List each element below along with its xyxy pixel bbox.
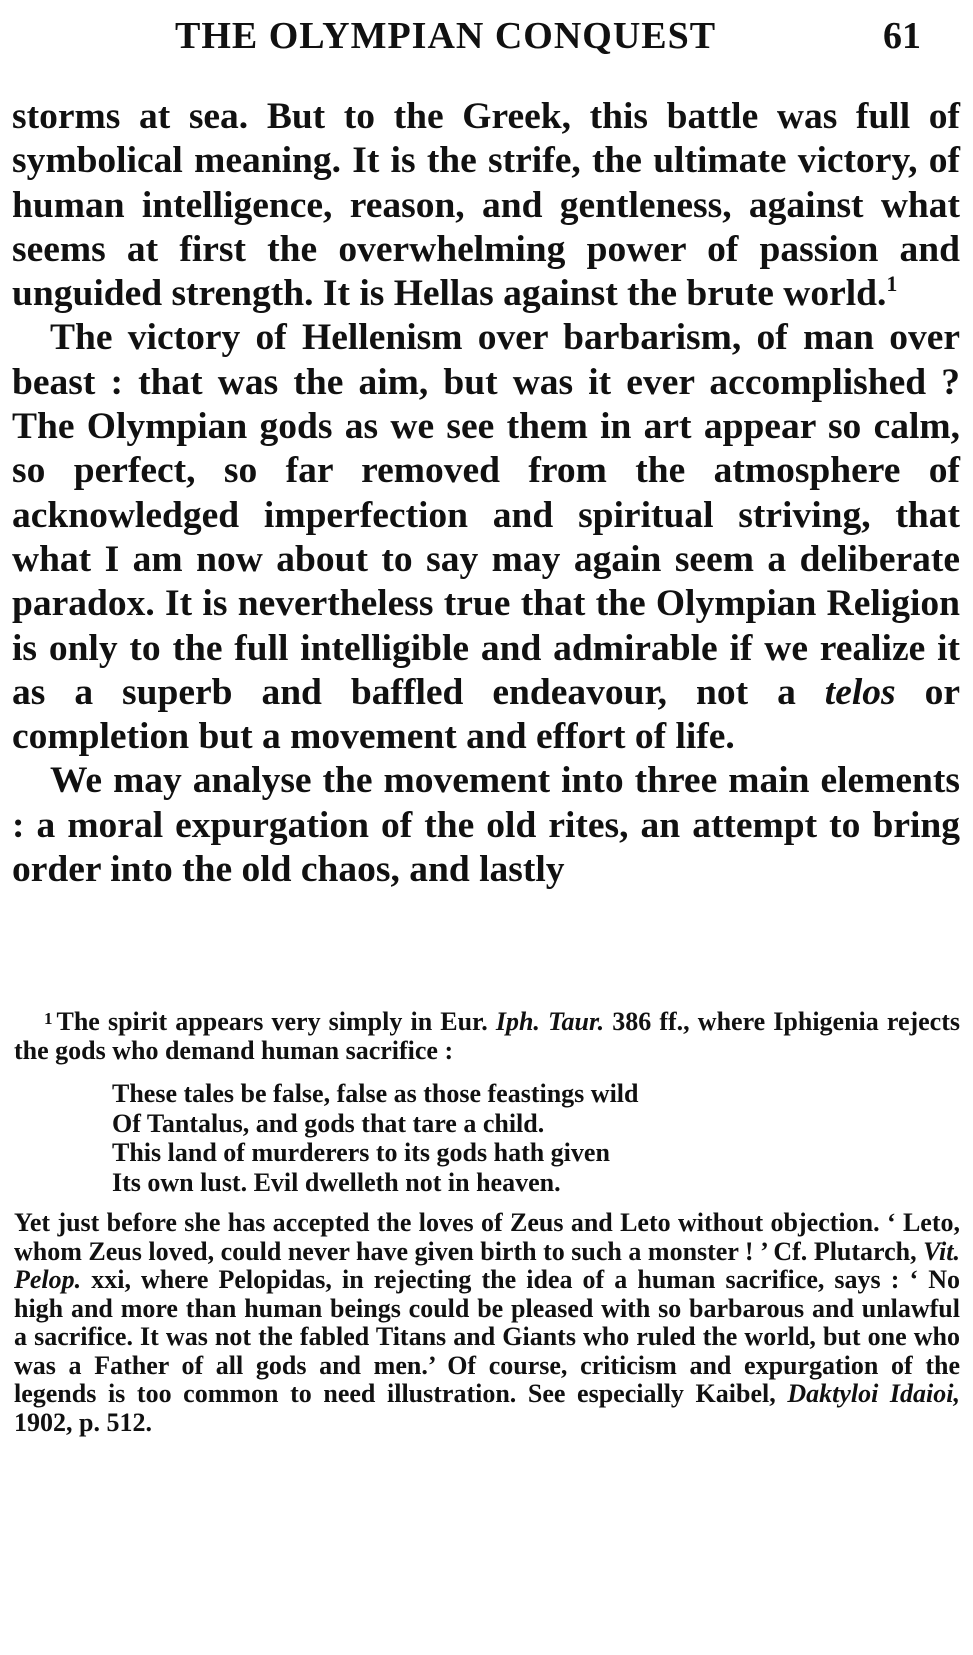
footnote-section (14, 1008, 960, 1437)
footnote-italic-1: Vit. Pelop. (14, 1236, 960, 1294)
footnote-text-c: 1902, p. 512. (14, 1407, 152, 1437)
footnote-intro-text-a: The spirit appears very simply in Eur. (56, 1007, 496, 1036)
paragraph-2-text-a: The victory of Hellenism over barbarism, of man over beast : that was the aim, but was it ever accomplished ? The Olympian gods as we see them in art appear so calm, so perfect, so far removed from the atmosphere of acknowledged imperfection and spiritual striving, that what I am now about to say may again seem a deliberate paradox. It is nevertheless true that the Olympian Religion is only to the full intelligible and admirable if we realize it as a superb and baffled endeavour, not a (12, 317, 960, 713)
paragraph-1-text: storms at sea. But to the Greek, this battle was full of symbolical meaning. It is the strife, the ultimate victory, of human intelligence, reason, and gentleness, against what seems at first the overwhelming power of passion and unguided strength. It is Hellas against the brute world. (12, 96, 960, 315)
footnote-continuation (14, 1209, 960, 1437)
footnote-marker: 1 (44, 1009, 53, 1028)
running-title: THE OLYMPIAN CONQUEST (175, 15, 717, 57)
footnote-text-b: xxi, where Pelopidas, in rejecting the idea of a human sacrifice, says : ‘ No high and more than human beings could be pleased with so barbarous and unlawful a sacrifice. It was not the fabled Titans and Giants who ruled the world, but one who was a Father of all gods and men.’ Of course, criticism and expurgation of the legends is too common to need illustration. See especially Kaibel, (14, 1265, 960, 1408)
page-header (0, 14, 973, 64)
verse-line: Of Tantalus, and gods that tare a child. (112, 1108, 545, 1138)
paragraph-1 (12, 95, 960, 316)
verse-quote (112, 1079, 960, 1197)
footnote-intro-text-b: 386 ff., where Iphigenia rejects the gods who demand human sacrifice : (14, 1007, 960, 1065)
paragraph-2-italic: telos (824, 671, 896, 713)
page-number: 61 (883, 15, 921, 57)
footnote-italic-2: Daktyloi Idaioi, (787, 1379, 960, 1408)
footnote-text-a: Yet just before she has accepted the loves of Zeus and Leto without objection. ‘ Leto, whom Zeus loved, could never have given birth to such a monster ! ’ Cf. Plutarch, (14, 1208, 960, 1266)
verse-line: Its own lust. Evil dwelleth not in heaven. (112, 1167, 561, 1197)
paragraph-2 (12, 316, 960, 759)
footnote-intro (14, 1008, 960, 1065)
main-text (12, 95, 960, 892)
footnote-reference[interactable]: 1 (886, 271, 898, 297)
footnote-intro-italic: Iph. Taur. (495, 1007, 605, 1036)
paragraph-3: We may analyse the movement into three main elements : a moral expurgation of the old rites, an attempt to bring order into the old chaos, and lastly (12, 760, 960, 891)
verse-line: These tales be false, false as those feastings wild (112, 1079, 639, 1108)
verse-line: This land of murderers to its gods hath given (112, 1138, 610, 1167)
paragraph-2-text-b: or completion but a movement and effort of life. (12, 671, 960, 758)
